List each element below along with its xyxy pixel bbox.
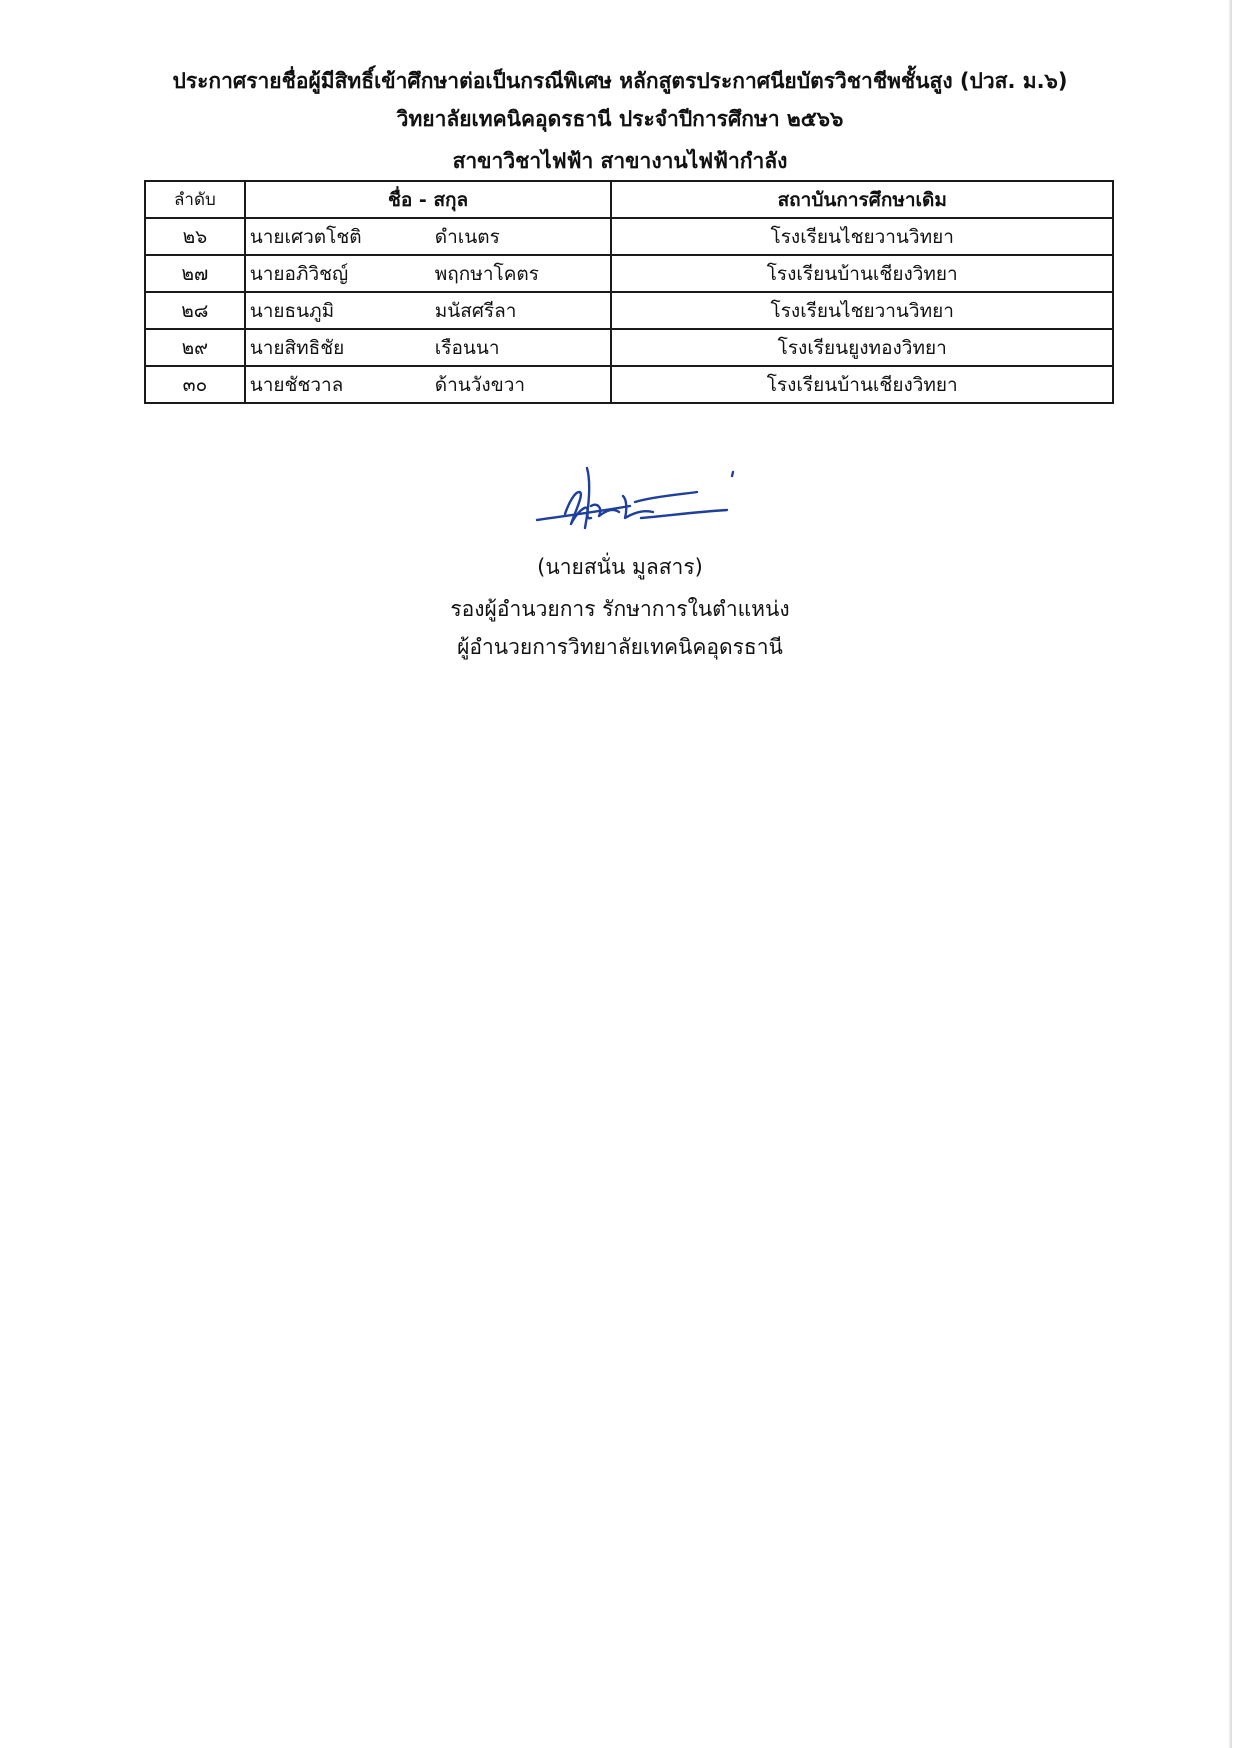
row-name-cell <box>245 218 612 255</box>
row-first-name: นายชัชวาล <box>249 373 344 396</box>
signatory-position-acting: รองผู้อำนวยการ รักษาการในตำแหน่ง <box>450 597 790 621</box>
row-school: โรงเรียนบ้านเชียงวิทยา <box>611 366 1113 403</box>
row-first-name: นายเศวตโชติ <box>249 225 362 248</box>
row-last-name: เรือนนา <box>434 336 500 359</box>
row-number: ๒๘ <box>145 292 245 329</box>
row-school: โรงเรียนไชยวานวิทยา <box>611 218 1113 255</box>
announcement-title: ประกาศรายชื่อผู้มีสิทธิ์เข้าศึกษาต่อเป็นกรณีพิเศษ หลักสูตรประกาศนียบัตรวิชาชีพชั้นสูง (ปวส. ม.๖) <box>172 69 1068 93</box>
row-last-name: พฤกษาโคตร <box>434 262 539 285</box>
column-header-school: สถาบันการศึกษาเดิม <box>611 181 1113 218</box>
row-last-name: ดำเนตร <box>434 225 500 248</box>
student-roster-table <box>144 180 1114 404</box>
row-first-name: นายธนภูมิ <box>249 299 335 322</box>
row-first-name: นายอภิวิชญ์ <box>249 262 349 285</box>
row-school: โรงเรียนบ้านเชียงวิทยา <box>611 255 1113 292</box>
row-last-name: มนัสศรีลา <box>434 299 517 322</box>
college-year-line: วิทยาลัยเทคนิคอุดรธานี ประจำปีการศึกษา ๒๕๖๖ <box>396 107 844 131</box>
row-name-cell <box>245 292 612 329</box>
signatory-name: (นายสนั่น มูลสาร) <box>537 555 703 579</box>
row-name-cell <box>245 329 612 366</box>
column-header-name: ชื่อ - สกุล <box>245 181 612 218</box>
row-name-cell <box>245 366 612 403</box>
table-header-row <box>145 181 1113 218</box>
page-edge-shadow <box>1229 0 1232 1748</box>
table-row <box>145 329 1113 366</box>
table-row <box>145 292 1113 329</box>
signatory-position-director: ผู้อำนวยการวิทยาลัยเทคนิคอุดรธานี <box>457 635 783 659</box>
table-row <box>145 218 1113 255</box>
row-number: ๒๗ <box>145 255 245 292</box>
row-number: ๓๐ <box>145 366 245 403</box>
row-number: ๒๖ <box>145 218 245 255</box>
row-last-name: ด้านวังขวา <box>434 373 526 396</box>
handwritten-signature-icon <box>535 462 735 542</box>
department-line: สาขาวิชาไฟฟ้า สาขางานไฟฟ้ากำลัง <box>452 149 788 173</box>
row-number: ๒๙ <box>145 329 245 366</box>
table-row <box>145 366 1113 403</box>
column-header-number: ลำดับ <box>145 181 245 218</box>
table-row <box>145 255 1113 292</box>
row-school: โรงเรียนไชยวานวิทยา <box>611 292 1113 329</box>
row-school: โรงเรียนยูงทองวิทยา <box>611 329 1113 366</box>
row-name-cell <box>245 255 612 292</box>
row-first-name: นายสิทธิชัย <box>249 336 345 359</box>
